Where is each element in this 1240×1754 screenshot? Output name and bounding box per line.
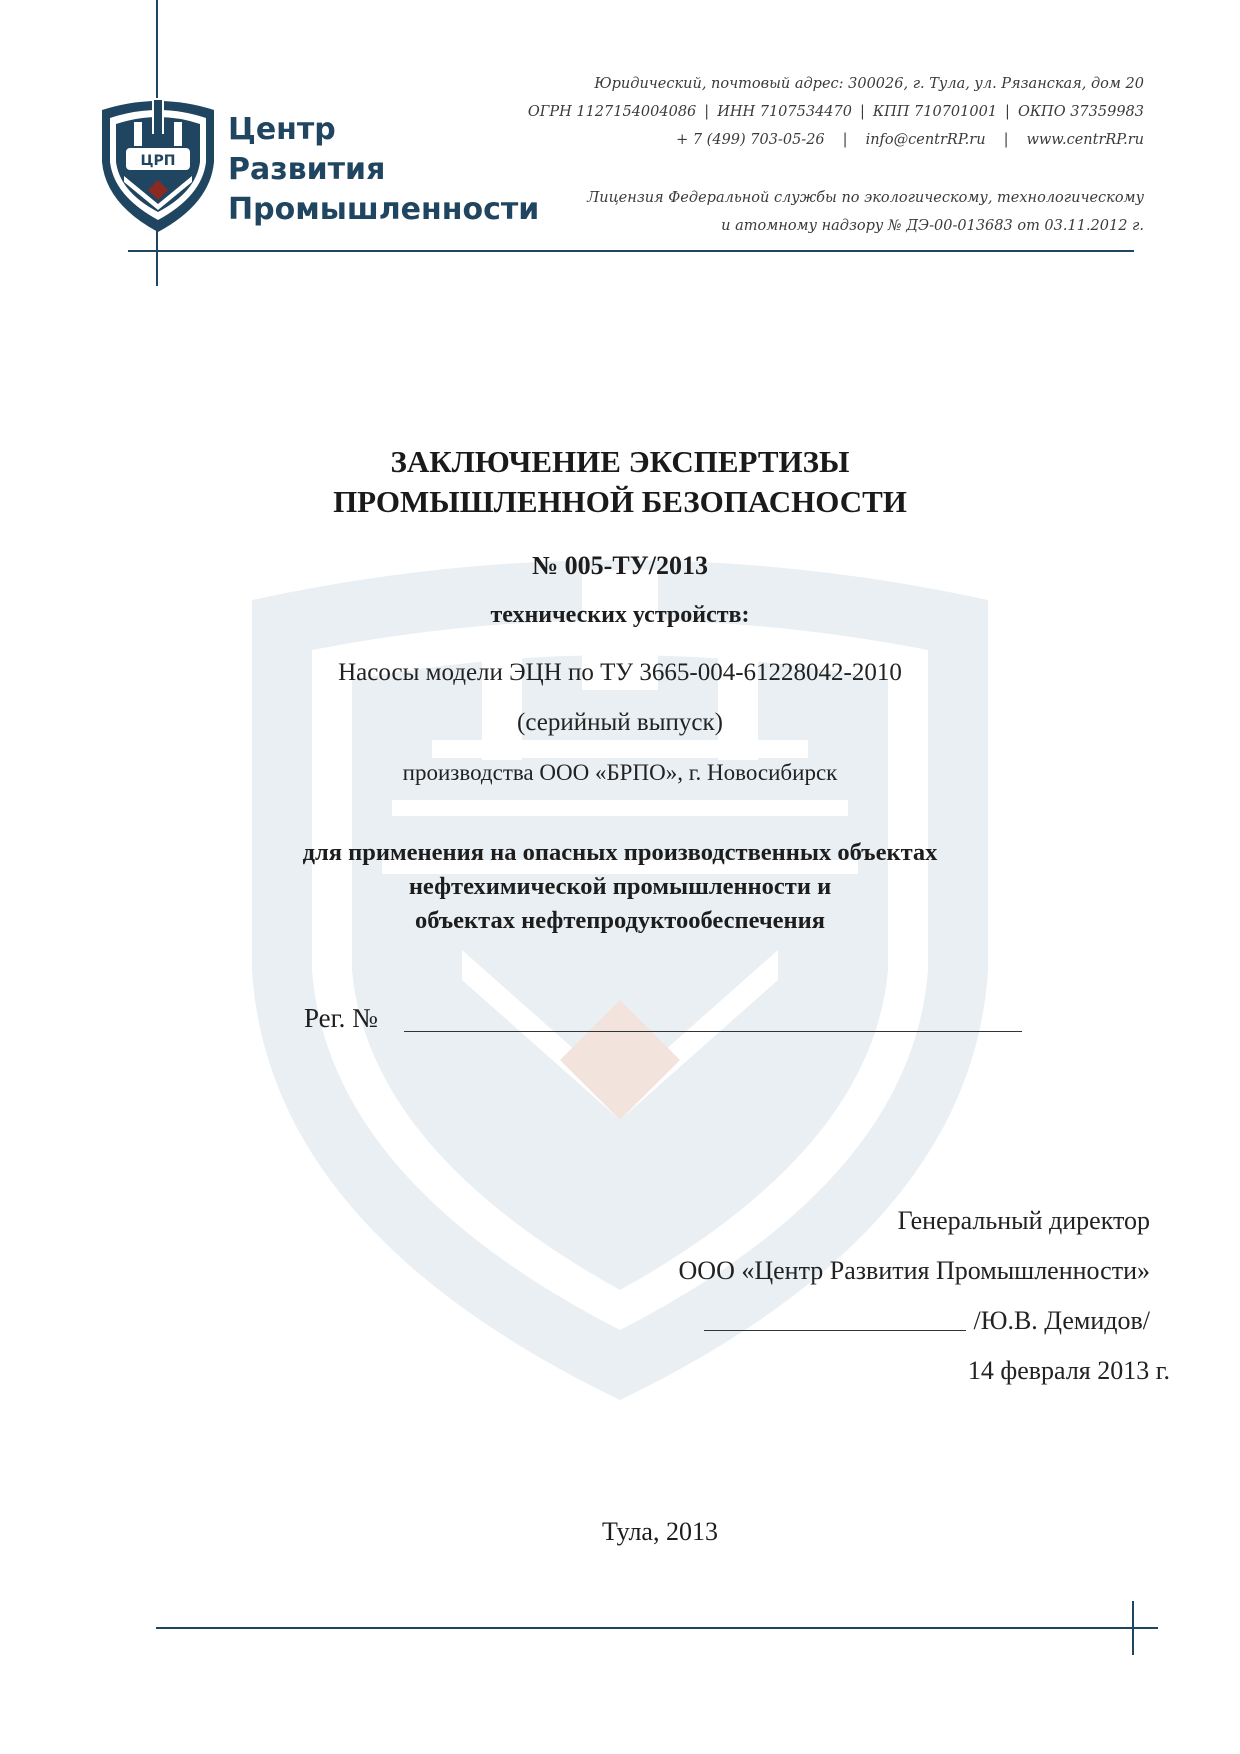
- registration-label: Рег. №: [304, 1003, 378, 1033]
- title-line: ПРОМЫШЛЕННОЙ БЕЗОПАСНОСТИ: [333, 484, 907, 519]
- title-line: ЗАКЛЮЧЕНИЕ ЭКСПЕРТИЗЫ: [390, 444, 850, 479]
- inn: ИНН 7107534470: [717, 104, 852, 120]
- separator: |: [1003, 132, 1009, 148]
- subject-label: технических устройств:: [490, 602, 750, 628]
- signature-block: [450, 1196, 1170, 1396]
- company-name-line: Центр: [228, 112, 336, 147]
- website: www.centrRP.ru: [1026, 132, 1144, 148]
- purpose-line: объектах нефтепродуктообеспечения: [414, 907, 826, 934]
- ogrn: ОГРН 1127154004086: [527, 104, 697, 120]
- subject-line: Насосы модели ЭЦН по ТУ 3665-004-61228042-2010: [338, 659, 902, 686]
- kpp: КПП 710701001: [872, 104, 998, 120]
- company-name-line: Развития: [228, 152, 386, 187]
- signer-organization: ООО «Центр Развития Промышленности»: [678, 1256, 1150, 1285]
- codes-line: [444, 98, 1144, 126]
- signature-line: [450, 1296, 1150, 1346]
- city-year: Тула, 2013: [602, 1517, 718, 1546]
- phone: + 7 (499) 703-05-26: [676, 132, 825, 148]
- document-title: [180, 442, 1060, 522]
- footer-horizontal-line: [156, 1627, 1158, 1629]
- signer-name: /Ю.В. Демидов/: [973, 1306, 1150, 1335]
- separator: |: [860, 104, 865, 120]
- registration-number-blank: [404, 1031, 1022, 1032]
- subject-description: [180, 648, 1060, 798]
- purpose-line: нефтехимической промышленности и: [408, 873, 832, 900]
- subject-line: (серийный выпуск): [517, 709, 723, 736]
- footer-vertical-line: [1132, 1601, 1134, 1655]
- okpo: ОКПО 37359983: [1017, 104, 1144, 120]
- company-name-line: Промышленности: [228, 192, 540, 227]
- subject-line: производства ООО «БРПО», г. Новосибирск: [402, 760, 838, 785]
- license-line: Лицензия Федеральной службы по экологическому, технологическому: [587, 190, 1144, 206]
- purpose-statement: [180, 836, 1060, 938]
- signer-position: Генеральный директор: [897, 1206, 1150, 1235]
- company-logo-icon: [98, 92, 218, 234]
- address-line: Юридический, почтовый адрес: 300026, г. Тула, ул. Рязанская, дом 20: [594, 76, 1144, 92]
- separator: |: [1005, 104, 1010, 120]
- separator: |: [842, 132, 848, 148]
- separator: |: [704, 104, 710, 120]
- signature-date: 14 февраля 2013 г.: [967, 1356, 1170, 1385]
- email: info@centrRP.ru: [865, 132, 986, 148]
- document-number: № 005-ТУ/2013: [532, 551, 708, 580]
- contacts-line: [444, 126, 1144, 154]
- header-horizontal-line: [128, 250, 1134, 252]
- purpose-line: для применения на опасных производственных объектах: [302, 839, 938, 866]
- license-line: и атомному надзору № ДЭ-00-013683 от 03.11.2012 г.: [721, 218, 1144, 234]
- signature-blank: [704, 1330, 966, 1331]
- company-requisites: [444, 70, 1144, 240]
- svg-text:ЦРП: ЦРП: [140, 153, 176, 169]
